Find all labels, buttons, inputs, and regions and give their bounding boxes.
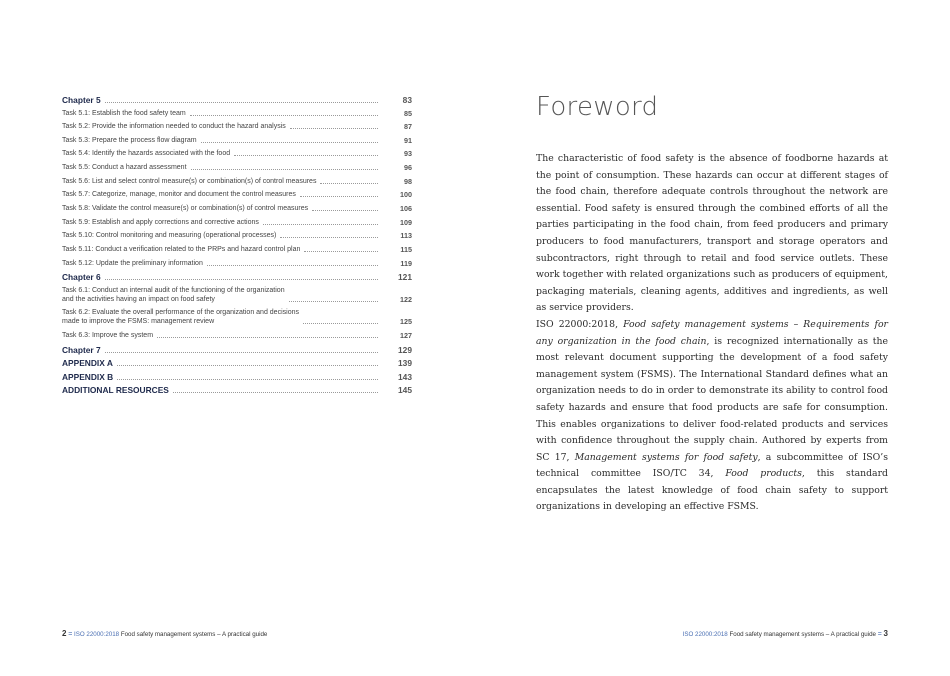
toc-entry-page: 106 xyxy=(400,203,412,213)
toc-task-entry[interactable] xyxy=(62,136,412,145)
toc-dot-leader xyxy=(312,210,378,211)
toc-entry-page: 145 xyxy=(398,385,412,396)
toc-dot-leader xyxy=(117,365,378,366)
toc-entry-title: Task 5.1: Establish the food safety team xyxy=(62,109,186,117)
toc-dot-leader xyxy=(201,142,378,143)
toc-dot-leader xyxy=(207,265,378,266)
toc-task-entry[interactable] xyxy=(62,204,412,213)
toc-dot-leader xyxy=(105,352,378,353)
toc-entry-title: Task 5.3: Prepare the process flow diagram xyxy=(62,136,197,144)
page-number-left: 2 xyxy=(62,629,67,638)
toc-entry-page: 129 xyxy=(398,344,412,355)
toc-chapter-entry[interactable] xyxy=(62,372,412,382)
toc-dot-leader xyxy=(300,196,378,197)
toc-entry-page: 127 xyxy=(400,330,412,340)
toc-chapter-entry[interactable] xyxy=(62,95,412,105)
toc-dot-leader xyxy=(191,169,378,170)
fw-p2-text-c: , is recognized internationally as the most relevant document supporting the development of a food safety management system (FSMS). The International Standard defines what an organization needs to do in order to demonstrate its ability to control food safety hazards and ensure that food products are safe for consumption. This enables organizations to deliver food-related products and services with confidence throughout the supply chain. Authored by experts from SC 17, xyxy=(536,335,888,463)
toc-entry-title: ADDITIONAL RESOURCES xyxy=(62,385,169,396)
toc-dot-leader xyxy=(105,102,378,103)
toc-entry-title: Task 5.11: Conduct a verification related to the PRPs and hazard control plan xyxy=(62,245,301,253)
toc-entry-page: 109 xyxy=(400,217,412,227)
toc-entry-title: Task 5.12: Update the preliminary information xyxy=(62,259,203,267)
toc-task-entry[interactable] xyxy=(62,177,412,186)
toc-entry-page: 119 xyxy=(400,258,412,268)
fw-p2-italic-committee: Food products xyxy=(725,468,802,480)
foreword-body xyxy=(536,151,888,516)
toc-dot-leader xyxy=(289,301,378,302)
toc-task-entry[interactable] xyxy=(62,308,412,326)
toc-entry-title: Task 5.9: Establish and apply corrections and corrective actions xyxy=(62,218,259,226)
footer-guide-title-left: Food safety management systems – A practical guide xyxy=(120,631,268,638)
fw-p2-text-e: , a subcommittee of ISO’s technical committee ISO/TC 34, xyxy=(536,451,888,480)
toc-entry-title: Task 6.3: Improve the system xyxy=(62,331,154,339)
toc-chapter-entry[interactable] xyxy=(62,385,412,395)
toc-entry-title: Task 5.10: Control monitoring and measuring (operational processes) xyxy=(62,232,277,240)
toc-entry-page: 100 xyxy=(400,190,412,200)
toc-chapter-entry[interactable] xyxy=(62,272,412,282)
toc-dot-leader xyxy=(280,237,378,238)
foreword-paragraph-2 xyxy=(536,317,888,516)
footer-iso-ref-right: ISO 22000:2018 xyxy=(682,631,728,638)
footer-separator-left: = xyxy=(68,631,73,638)
toc-task-entry[interactable] xyxy=(62,122,412,131)
toc-dot-leader xyxy=(303,323,378,324)
toc-entry-title: Chapter 7 xyxy=(62,344,101,355)
toc-entry-page: 143 xyxy=(398,371,412,382)
footer-iso-ref-left: ISO 22000:2018 xyxy=(74,631,120,638)
toc-entry-title: Chapter 6 xyxy=(62,272,101,283)
toc-dot-leader xyxy=(173,392,378,393)
toc-chapter-entry[interactable] xyxy=(62,358,412,368)
toc-dot-leader xyxy=(157,337,378,338)
foreword-heading: Foreword xyxy=(536,92,659,122)
toc-entry-page: 125 xyxy=(400,317,412,327)
footer-separator-right: = xyxy=(877,631,882,638)
footer-left xyxy=(62,629,267,638)
toc-entry-page: 96 xyxy=(404,163,412,173)
toc-entry-title: APPENDIX B xyxy=(62,371,114,382)
toc-entry-page: 113 xyxy=(400,231,412,241)
toc-task-entry[interactable] xyxy=(62,149,412,158)
page-number-right: 3 xyxy=(883,629,888,638)
toc-entry-title: Task 6.1: Conduct an internal audit of the functioning of the organization and the activities having an impact on food safety xyxy=(62,286,285,303)
toc-entry-page: 83 xyxy=(402,95,412,105)
toc-task-entry[interactable] xyxy=(62,109,412,118)
toc-entry-title: Task 5.5: Conduct a hazard assessment xyxy=(62,164,187,172)
toc-dot-leader xyxy=(263,224,378,225)
toc-entry-page: 87 xyxy=(404,122,412,132)
toc-dot-leader xyxy=(190,115,378,116)
toc-entry-title: Task 5.2: Provide the information needed to conduct the hazard analysis xyxy=(62,123,286,131)
fw-p2-text-a: ISO 22000:2018, xyxy=(536,318,624,330)
table-of-contents xyxy=(62,95,412,399)
toc-entry-title: Task 6.2: Evaluate the overall performance of the organization and decisions made to improve the FSMS: management review xyxy=(62,309,299,326)
toc-entry-title: Chapter 5 xyxy=(62,95,101,105)
toc-dot-leader xyxy=(105,279,378,280)
toc-dot-leader xyxy=(304,251,378,252)
right-page xyxy=(475,0,950,676)
toc-chapter-entry[interactable] xyxy=(62,345,412,355)
toc-entry-title: Task 5.8: Validate the control measure(s) or combination(s) of control measures xyxy=(62,204,309,212)
toc-entry-page: 98 xyxy=(404,176,412,186)
toc-dot-leader xyxy=(234,155,378,156)
toc-task-entry[interactable] xyxy=(62,218,412,227)
toc-entry-title: Task 5.6: List and select control measure(s) or combination(s) of control measures xyxy=(62,177,317,185)
toc-dot-leader xyxy=(320,183,378,184)
toc-task-entry[interactable] xyxy=(62,163,412,172)
foreword-paragraph-1: The characteristic of food safety is the absence of foodborne hazards at the point of consumption. These hazards can occur at different stages of the food chain, therefore adequate controls throughout the network are essential. Food safety is ensured through the combined efforts of all the parties participating in the food chain, from feed producers and primary producers to food manufacturers, transport and storage operators and subcontractors, right through to retail and food service outlets. These work together with related organizations such as producers of equipment, packaging materials, cleaning agents, additives and ingredients, as well as service providers. xyxy=(536,153,888,314)
toc-entry-title: Task 5.4: Identify the hazards associated with the food xyxy=(62,150,231,158)
toc-entry-title: APPENDIX A xyxy=(62,358,113,369)
toc-task-entry[interactable] xyxy=(62,286,412,304)
toc-entry-page: 93 xyxy=(404,149,412,159)
fw-p2-text-g: , this standard encapsulates the latest knowledge of food chain safety to support organizations in developing an effective FSMS. xyxy=(536,468,888,513)
toc-entry-page: 85 xyxy=(404,108,412,118)
fw-p2-italic-title: Food safety management systems – Requirements for any organization in the food chain xyxy=(536,318,888,347)
toc-task-entry[interactable] xyxy=(62,331,412,340)
toc-task-entry[interactable] xyxy=(62,190,412,199)
toc-entry-title: Task 5.7: Categorize, manage, monitor and document the control measures xyxy=(62,191,296,199)
toc-entry-page: 91 xyxy=(404,135,412,145)
toc-entry-page: 139 xyxy=(398,358,412,369)
footer-right xyxy=(683,629,888,638)
toc-entry-page: 121 xyxy=(398,272,412,283)
toc-task-entry[interactable] xyxy=(62,231,412,240)
footer-guide-title-right: Food safety management systems – A practical guide xyxy=(729,631,876,638)
toc-entry-page: 115 xyxy=(400,244,412,254)
toc-dot-leader xyxy=(117,379,378,380)
toc-task-entry[interactable] xyxy=(62,245,412,254)
toc-task-entry[interactable] xyxy=(62,259,412,268)
toc-dot-leader xyxy=(290,128,378,129)
fw-p2-italic-subcommittee: Management systems for food safety xyxy=(574,451,758,463)
toc-entry-page: 122 xyxy=(400,294,412,304)
